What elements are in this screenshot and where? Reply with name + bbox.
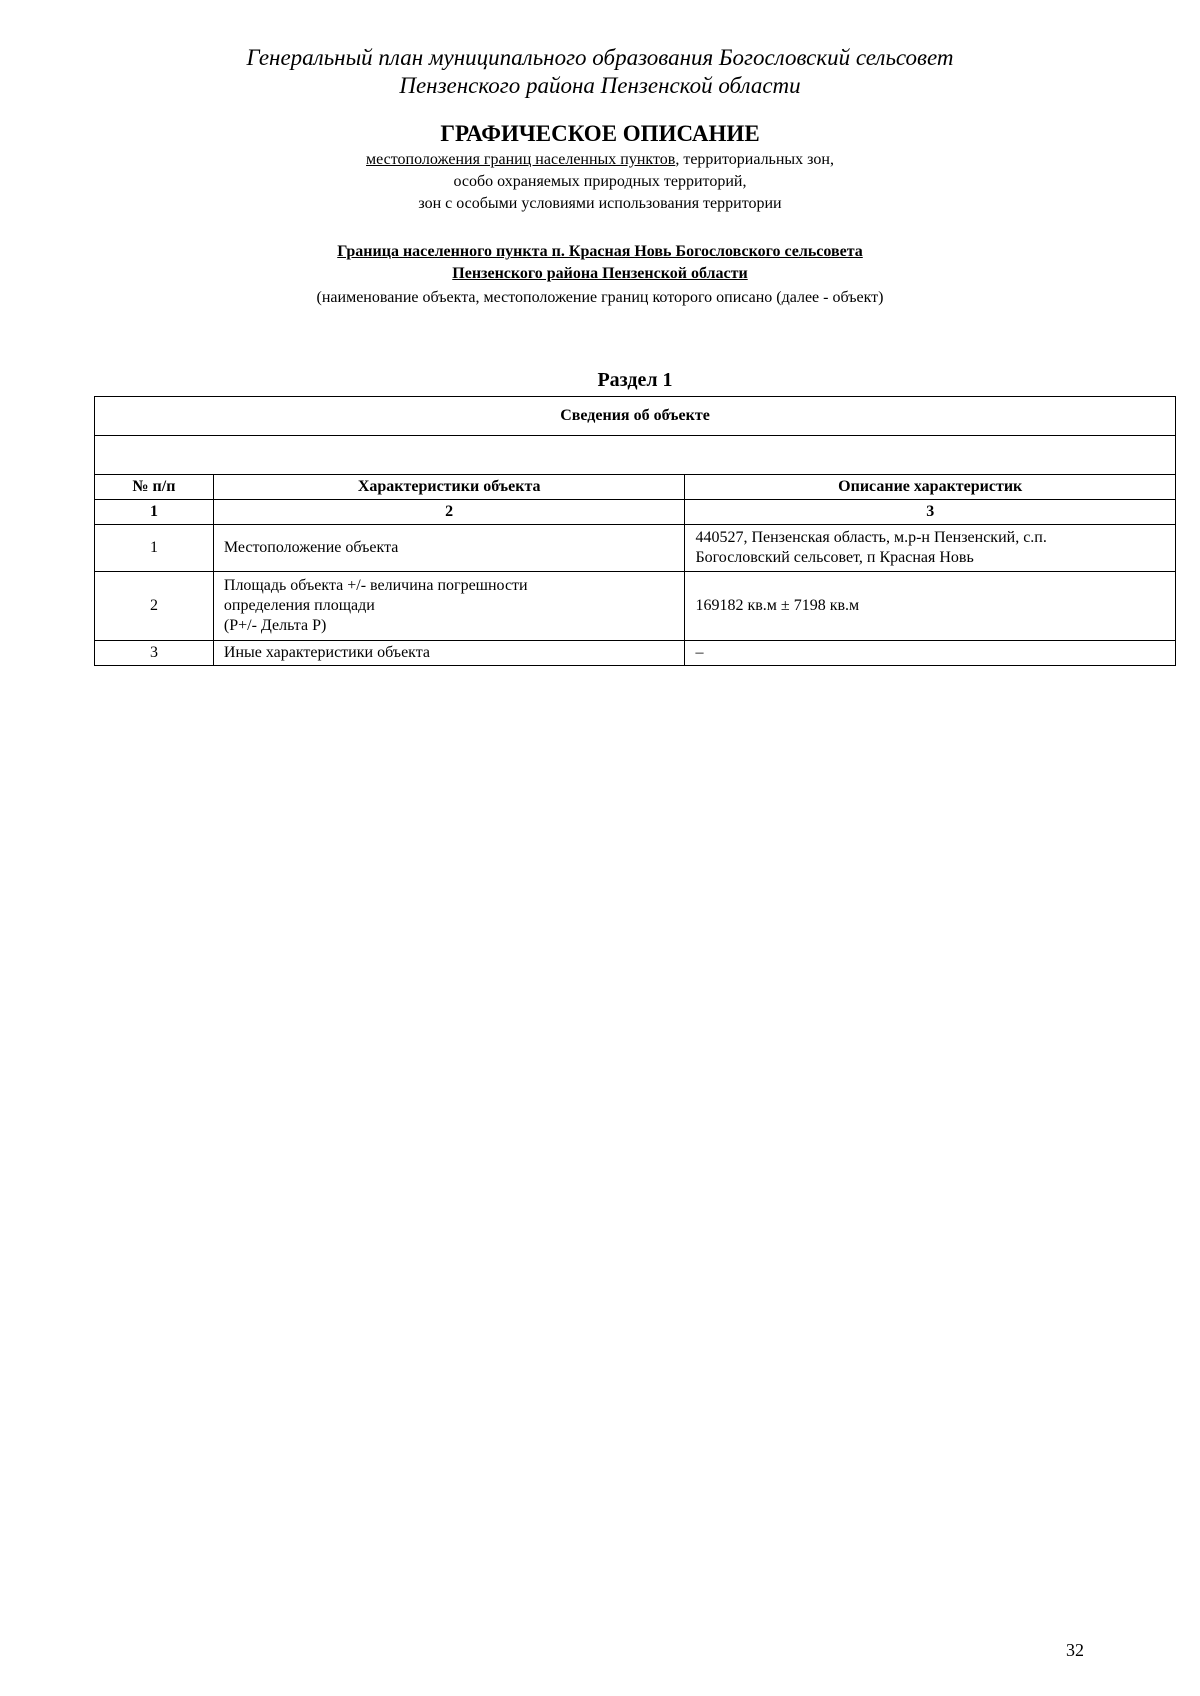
document-header bbox=[0, 44, 1200, 100]
section-title: Раздел 1 bbox=[597, 369, 673, 391]
subtitle-line-1 bbox=[0, 149, 1200, 171]
object-caption: (наименование объекта, местоположение границ которого описано (далее - объект) bbox=[316, 289, 884, 306]
table-row bbox=[95, 572, 1176, 641]
row-number: 3 bbox=[95, 641, 214, 666]
row-characteristic bbox=[213, 572, 685, 641]
table-header-row bbox=[95, 475, 1176, 500]
subtitle-underlined: местоположения границ населенных пунктов bbox=[366, 151, 676, 168]
subtitle-tail: , территориальных зон, bbox=[675, 151, 834, 168]
table-row bbox=[95, 641, 1176, 666]
subtitle-line-3: зон с особыми условиями использования территории bbox=[418, 195, 782, 212]
column-number-3: 3 bbox=[685, 500, 1176, 525]
header-num: № п/п bbox=[95, 475, 214, 500]
column-number-1: 1 bbox=[95, 500, 214, 525]
table-blank-row bbox=[95, 436, 1176, 475]
row-characteristic-line-2: определения площади bbox=[223, 597, 375, 614]
table-blank-cell bbox=[95, 436, 1176, 475]
row-description-line-1: 440527, Пензенская область, м.р-н Пензенский, с.п. bbox=[695, 529, 1047, 546]
header-line-1: Генеральный план муниципального образования Богословский сельсовет bbox=[246, 45, 954, 70]
header-line-2: Пензенского района Пензенской области bbox=[399, 73, 801, 98]
column-number-2: 2 bbox=[213, 500, 685, 525]
header-characteristic: Характеристики объекта bbox=[213, 475, 685, 500]
row-number: 2 bbox=[95, 572, 214, 641]
object-name bbox=[0, 241, 1200, 285]
object-info-table bbox=[94, 396, 1176, 666]
table-row bbox=[95, 525, 1176, 572]
table-caption-row bbox=[95, 397, 1176, 436]
row-characteristic: Иные характеристики объекта bbox=[213, 641, 685, 666]
row-description: 169182 кв.м ± 7198 кв.м bbox=[685, 572, 1176, 641]
subtitle-line-2: особо охраняемых природных территорий, bbox=[453, 173, 747, 190]
document-subtitle bbox=[0, 149, 1200, 215]
object-name-line-2: Пензенского района Пензенской области bbox=[452, 265, 748, 282]
row-number: 1 bbox=[95, 525, 214, 572]
row-description-line-2: Богословский сельсовет, п Красная Новь bbox=[695, 549, 974, 566]
object-name-line-1: Граница населенного пункта п. Красная Новь Богословского сельсовета bbox=[337, 243, 863, 260]
table-caption: Сведения об объекте bbox=[95, 397, 1176, 436]
row-description: – bbox=[685, 641, 1176, 666]
row-description bbox=[685, 525, 1176, 572]
table-column-numbers-row bbox=[95, 500, 1176, 525]
document-title: ГРАФИЧЕСКОЕ ОПИСАНИЕ bbox=[440, 121, 760, 146]
row-characteristic: Местоположение объекта bbox=[213, 525, 685, 572]
row-characteristic-line-1: Площадь объекта +/- величина погрешности bbox=[223, 577, 528, 594]
header-description: Описание характеристик bbox=[685, 475, 1176, 500]
row-characteristic-line-3: (Р+/- Дельта Р) bbox=[223, 617, 327, 634]
page-number: 32 bbox=[1066, 1640, 1084, 1660]
